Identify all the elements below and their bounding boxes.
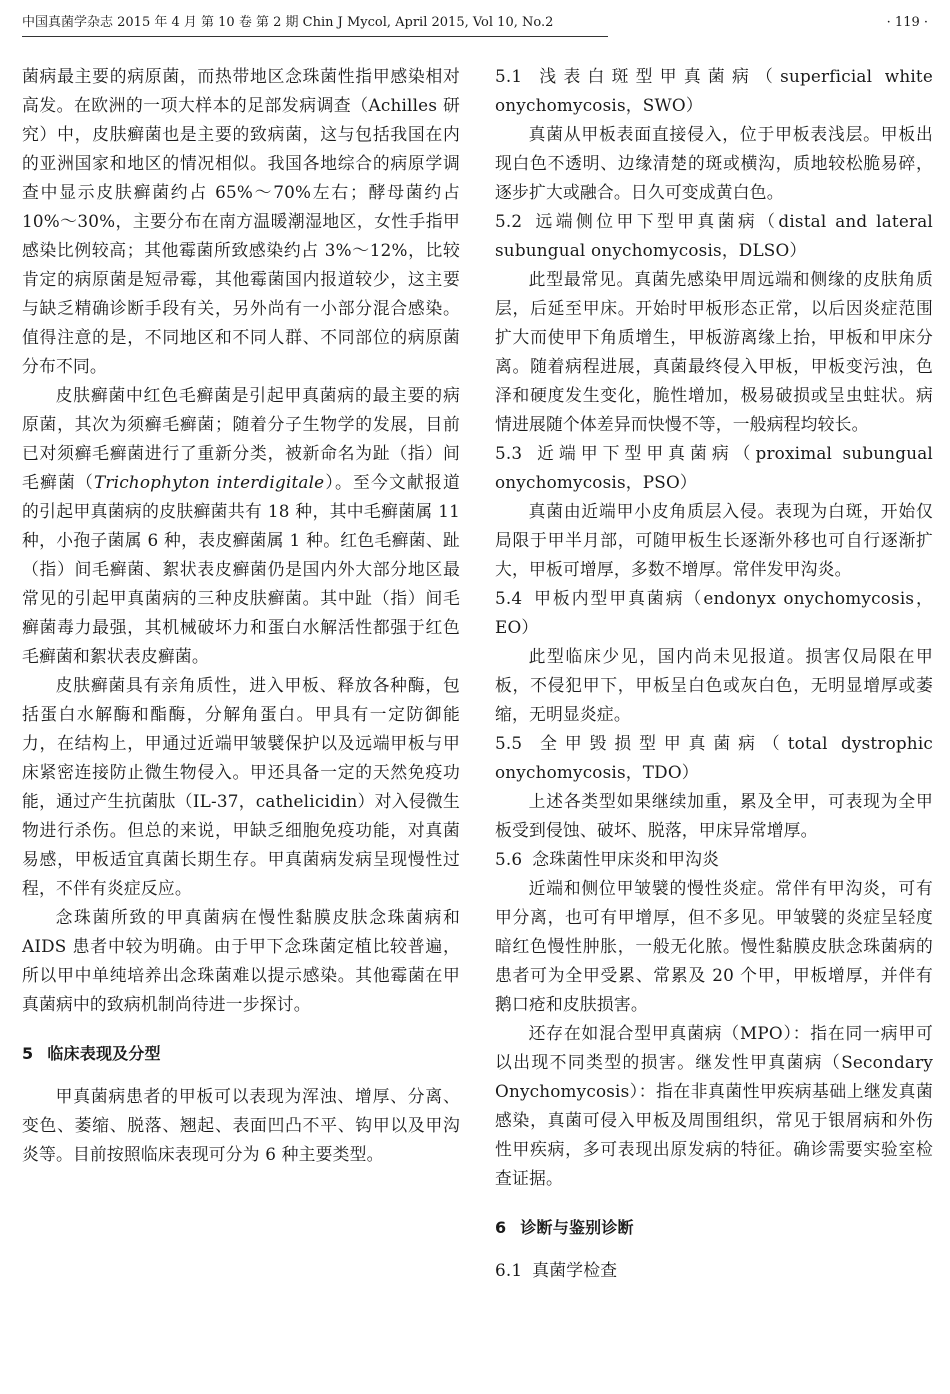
header-rule — [22, 36, 608, 37]
section-heading-6 — [495, 1213, 933, 1242]
left-column — [22, 62, 460, 1169]
subsection-title: 远端侧位甲下型甲真菌病（distal and lateral subungual onychomycosis，DLSO） — [495, 211, 933, 260]
paragraph: 念珠菌所致的甲真菌病在慢性黏膜皮肤念珠菌病和 AIDS 患者中较为明确。由于甲下念珠菌定植比较普遍，所以甲中单纯培养出念珠菌难以提示感染。其他霉菌在甲真菌病中的致病机制尚待进一步探讨。 — [22, 907, 460, 1014]
section-title: 临床表现及分型 — [47, 1044, 161, 1063]
subsection-number: 5.2 — [495, 211, 523, 231]
section-title: 诊断与鉴别诊断 — [520, 1218, 634, 1237]
text-run: 皮肤癣菌中红色毛癣菌是引起甲真菌病的最主要的病原菌，其次为须癣毛癣菌；随着分子生物学的发展，目前已对须癣毛癣菌进行了重新分类，被新命名为趾（指）间毛癣菌（ — [22, 385, 460, 492]
subsection-title: 浅表白斑型甲真菌病（superficial white onychomycosis，SWO） — [495, 66, 933, 115]
subsection-title: 念珠菌性甲床炎和甲沟炎 — [532, 849, 720, 869]
subsection-number: 5.6 — [495, 849, 523, 869]
species-name: Trichophyton interdigitale — [94, 472, 325, 492]
subsection-title: 真菌学检查 — [532, 1260, 618, 1280]
paragraph: 真菌从甲板表面直接侵入，位于甲板表浅层。甲板出现白色不透明、边缘清楚的斑或横沟，质地较松脆易碎，逐步扩大或融合。日久可变成黄白色。 — [495, 124, 933, 202]
subsection-title: 近端甲下型甲真菌病（proximal subungual onychomycosis，PSO） — [495, 443, 933, 492]
subsection-heading-5-4 — [495, 584, 933, 642]
subsection-heading-5-3 — [495, 439, 933, 497]
subsection-number: 5.3 — [495, 443, 523, 463]
page-number: · 119 · — [886, 15, 928, 30]
paragraph: 近端和侧位甲皱襞的慢性炎症。常伴有甲沟炎，可有甲分离，也可有甲增厚，但不多见。甲皱襞的炎症呈轻度暗红色慢性肿胀，一般无化脓。慢性黏膜皮肤念珠菌病的患者可为全甲受累、常累及 20 个甲，甲板增厚，并伴有鹅口疮和皮肤损害。 — [495, 878, 933, 1014]
section-number: 5 — [22, 1044, 34, 1063]
subsection-title: 全甲毁损型甲真菌病（total dystrophic onychomycosis，TDO） — [495, 733, 933, 782]
subsection-number: 5.4 — [495, 588, 523, 608]
subsection-heading-6-1 — [495, 1256, 933, 1285]
section-number: 6 — [495, 1218, 507, 1237]
paragraph: 菌病最主要的病原菌，而热带地区念珠菌性指甲感染相对高发。在欧洲的一项大样本的足部发病调查（Achilles 研究）中，皮肤癣菌也是主要的致病菌，这与包括我国在内的亚洲国家和地区的情况相似。我国各地综合的病原学调查中显示皮肤癣菌约占 65%～70%左右；酵母菌约占 10%～30%，主要分布在南方温暖潮湿地区，女性手指甲感染比例较高；其他霉菌所致感染约占 3%～12%，比较肯定的病原菌是短帚霉，其他霉菌国内报道较少，这主要与缺乏精确诊断手段有关，另外尚有一小部分混合感染。值得注意的是，不同地区和不同人群、不同部位的病原菌分布不同。 — [22, 66, 460, 376]
subsection-title: 甲板内型甲真菌病（endonyx onychomycosis，EO） — [495, 588, 933, 637]
subsection-heading-5-5 — [495, 729, 933, 787]
paragraph: 此型临床少见，国内尚未见报道。损害仅局限在甲板，不侵犯甲下，甲板呈白色或灰白色，无明显增厚或萎缩，无明显炎症。 — [495, 646, 933, 724]
paragraph: 甲真菌病患者的甲板可以表现为浑浊、增厚、分离、变色、萎缩、脱落、翘起、表面凹凸不平、钩甲以及甲沟炎等。目前按照临床表现可分为 6 种主要类型。 — [22, 1086, 460, 1164]
right-column — [495, 62, 933, 1285]
running-header — [22, 10, 928, 36]
subsection-number: 6.1 — [495, 1260, 523, 1280]
subsection-heading-5-1 — [495, 62, 933, 120]
paragraph: 皮肤癣菌具有亲角质性，进入甲板、释放各种酶，包括蛋白水解酶和酯酶，分解角蛋白。甲具有一定防御能力，在结构上，甲通过近端甲皱襞保护以及远端甲板与甲床紧密连接防止微生物侵入。甲还具备一定的天然免疫功能，通过产生抗菌肽（IL-37，cathelicidin）对入侵微生物进行杀伤。但总的来说，甲缺乏细胞免疫功能，对真菌易感，甲板适宜真菌长期生存。甲真菌病发病呈现慢性过程，不伴有炎症反应。 — [22, 675, 460, 898]
subsection-heading-5-6 — [495, 845, 933, 874]
paragraph: 上述各类型如果继续加重，累及全甲，可表现为全甲板受到侵蚀、破坏、脱落，甲床异常增厚。 — [495, 791, 933, 840]
paragraph — [22, 381, 460, 671]
paragraph: 此型最常见。真菌先感染甲周远端和侧缘的皮肤角质层，后延至甲床。开始时甲板形态正常，以后因炎症范围扩大而使甲下角质增生，甲板游离缘上抬，甲板和甲床分离。随着病程进展，真菌最终侵入甲板，甲板变污浊，色泽和硬度发生变化，脆性增加，极易破损或呈虫蛀状。病情进展随个体差异而快慢不等，一般病程均较长。 — [495, 269, 933, 434]
paragraph: 还存在如混合型甲真菌病（MPO）：指在同一病甲可以出现不同类型的损害。继发性甲真菌病（Secondary Onychomycosis）：指在非真菌性甲疾病基础上继发真菌感染，真菌可侵入甲板及周围组织，常见于银屑病和外伤性甲疾病，多可表现出原发病的特征。确诊需要实验室检查证据。 — [495, 1023, 933, 1188]
subsection-heading-5-2 — [495, 207, 933, 265]
section-heading-5 — [22, 1039, 460, 1068]
subsection-number: 5.5 — [495, 733, 523, 753]
text-run: ）。至今文献报道的引起甲真菌病的皮肤癣菌共有 18 种，其中毛癣菌属 11 种，小孢子菌属 6 种，表皮癣菌属 1 种。红色毛癣菌、趾（指）间毛癣菌、絮状表皮癣菌仍是国内外大部分地区最常见的引起甲真菌病的三种皮肤癣菌。其中趾（指）间毛癣菌毒力最强，其机械破坏力和蛋白水解活性都强于红色毛癣菌和絮状表皮癣菌。 — [22, 472, 460, 666]
subsection-number: 5.1 — [495, 66, 523, 86]
paragraph: 真菌由近端甲小皮角质层入侵。表现为白斑，开始仅局限于甲半月部，可随甲板生长逐渐外移也可自行逐渐扩大，甲板可增厚，多数不增厚。常伴发甲沟炎。 — [495, 501, 933, 579]
journal-citation: 中国真菌学杂志 2015 年 4 月 第 10 卷 第 2 期 Chin J Mycol, April 2015, Vol 10, No.2 — [22, 15, 554, 30]
